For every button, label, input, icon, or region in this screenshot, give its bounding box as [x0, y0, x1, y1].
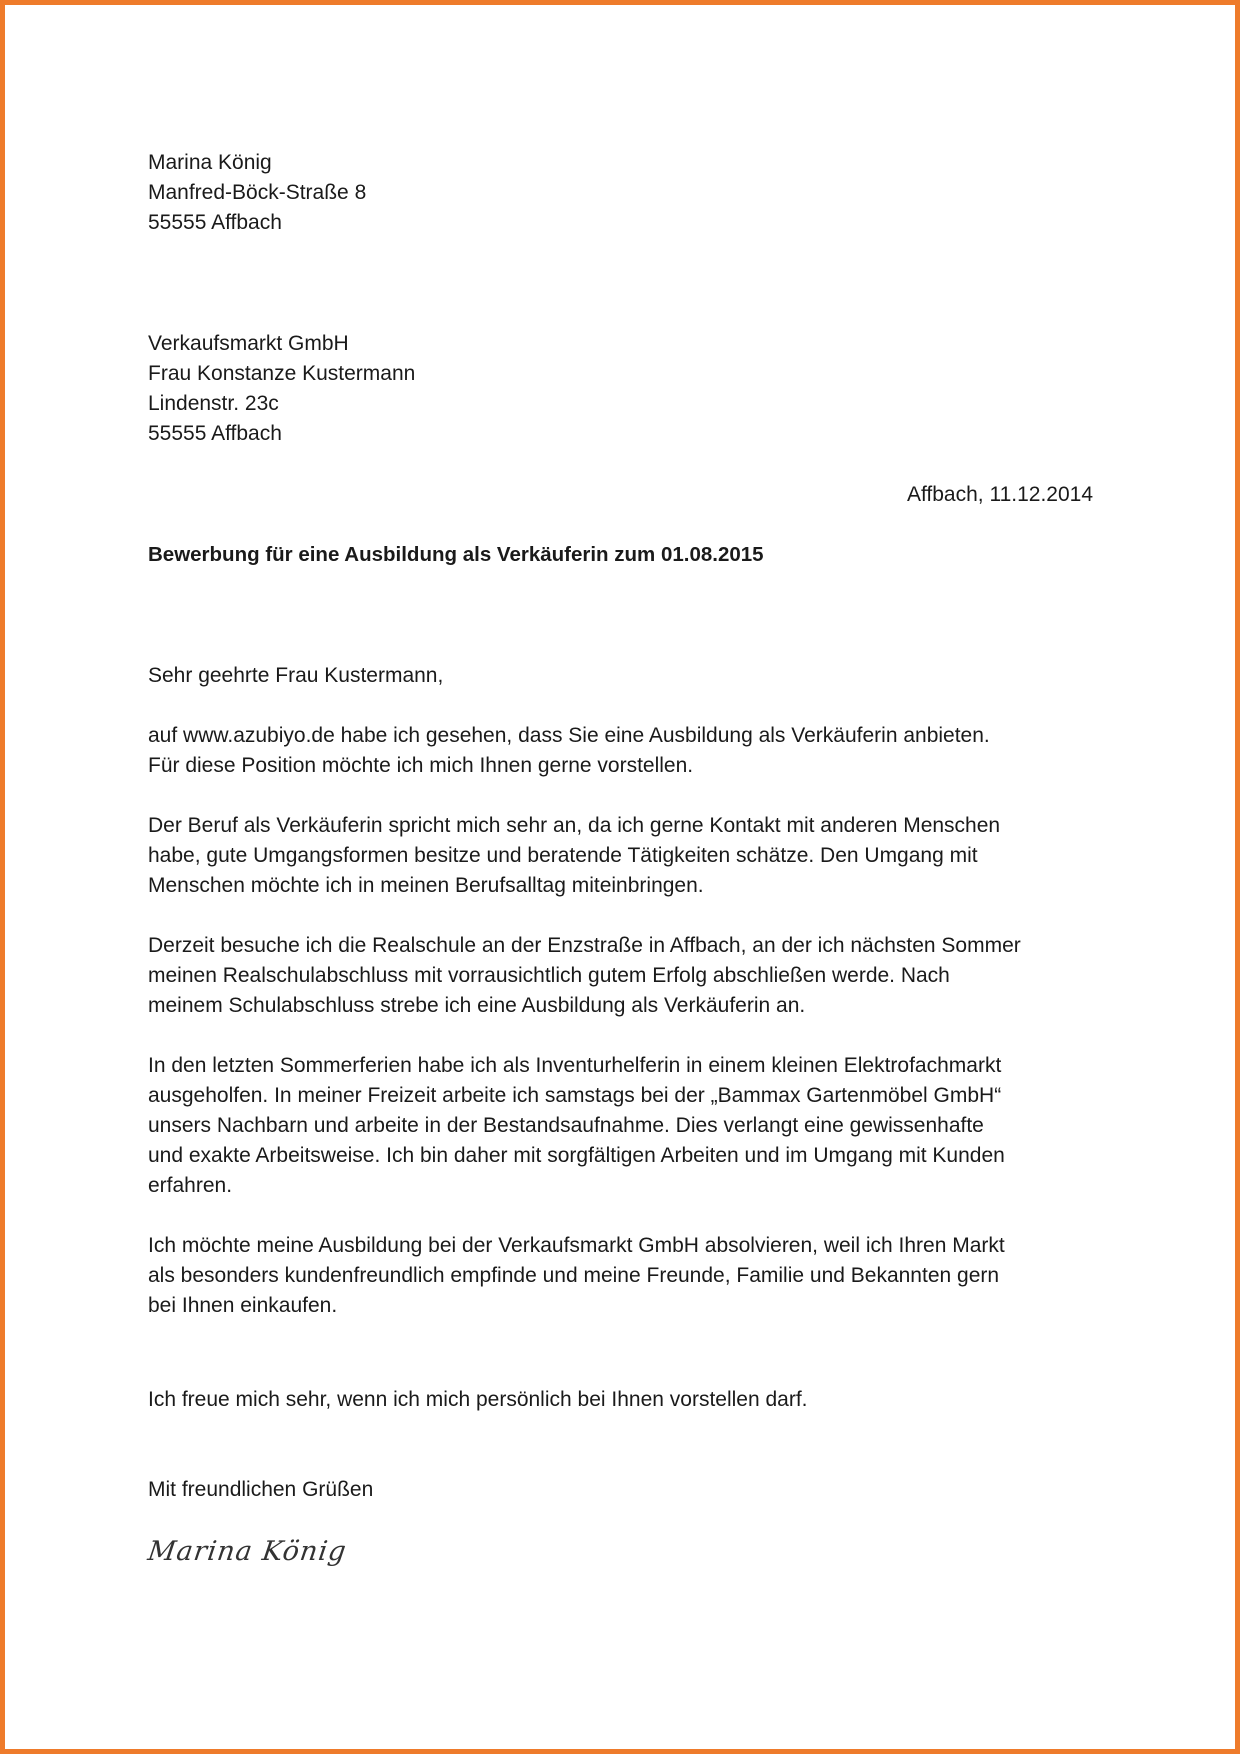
closing-sentence: Ich freue mich sehr, wenn ich mich persönlich bei Ihnen vorstellen darf.: [148, 1388, 808, 1411]
paragraph-line: Für diese Position möchte ich mich Ihnen gerne vorstellen.: [148, 754, 694, 777]
paragraph-line: Derzeit besuche ich die Realschule an der Enzstraße in Affbach, an der ich nächsten Sommer: [148, 934, 1021, 957]
recipient-city: 55555 Affbach: [148, 422, 282, 445]
paragraph-line: unsers Nachbarn und arbeite in der Bestandsaufnahme. Dies verlangt eine gewissenhafte: [148, 1114, 984, 1137]
paragraph-line: bei Ihnen einkaufen.: [148, 1294, 338, 1317]
closing-greeting: Mit freundlichen Grüßen: [148, 1478, 374, 1501]
paragraph-line: und exakte Arbeitsweise. Ich bin daher mit sorgfältigen Arbeiten und im Umgang mit Kunden: [148, 1144, 1005, 1167]
paragraph-line: meinen Realschulabschluss mit vorrausichtlich gutem Erfolg abschließen werde. Nach: [148, 964, 950, 987]
paragraph-line: auf www.azubiyo.de habe ich gesehen, dass Sie eine Ausbildung als Verkäuferin anbieten.: [148, 724, 990, 747]
body-paragraph-5: [148, 1231, 1098, 1321]
paragraph-line: meinem Schulabschluss strebe ich eine Ausbildung als Verkäuferin an.: [148, 994, 806, 1017]
sender-address: [148, 148, 1098, 238]
handwritten-signature: Marina König: [145, 1536, 349, 1567]
recipient-company: Verkaufsmarkt GmbH: [148, 332, 349, 355]
paragraph-line: Der Beruf als Verkäuferin spricht mich sehr an, da ich gerne Kontakt mit anderen Menschen: [148, 814, 1001, 837]
body-paragraph-3: [148, 931, 1098, 1021]
paragraph-line: ausgeholfen. In meiner Freizeit arbeite ich samstags bei der „Bammax Gartenmöbel GmbH“: [148, 1084, 1002, 1107]
sender-street: Manfred-Böck-Straße 8: [148, 181, 367, 204]
paragraph-line: habe, gute Umgangsformen besitze und beratende Tätigkeiten schätze. Den Umgang mit: [148, 844, 978, 867]
salutation: Sehr geehrte Frau Kustermann,: [148, 664, 444, 687]
recipient-street: Lindenstr. 23c: [148, 392, 279, 415]
paragraph-line: Menschen möchte ich in meinen Berufsalltag miteinbringen.: [148, 874, 704, 897]
recipient-contact: Frau Konstanze Kustermann: [148, 362, 416, 385]
subject-line: Bewerbung für eine Ausbildung als Verkäuferin zum 01.08.2015: [148, 543, 764, 566]
sender-city: 55555 Affbach: [148, 211, 282, 234]
body-paragraph-1: [148, 721, 1098, 781]
paragraph-line: In den letzten Sommerferien habe ich als Inventurhelferin in einem kleinen Elektrofachmarkt: [148, 1054, 1002, 1077]
sender-name: Marina König: [148, 151, 272, 174]
letter-date: Affbach, 11.12.2014: [906, 483, 1093, 506]
body-paragraph-2: [148, 811, 1098, 901]
paragraph-line: als besonders kundenfreundlich empfinde und meine Freunde, Familie und Bekannten gern: [148, 1264, 1000, 1287]
body-paragraph-4: [148, 1051, 1098, 1201]
paragraph-line: Ich möchte meine Ausbildung bei der Verkaufsmarkt GmbH absolvieren, weil ich Ihren Markt: [148, 1234, 1005, 1257]
recipient-address: [148, 329, 1098, 449]
paragraph-line: erfahren.: [148, 1174, 233, 1197]
